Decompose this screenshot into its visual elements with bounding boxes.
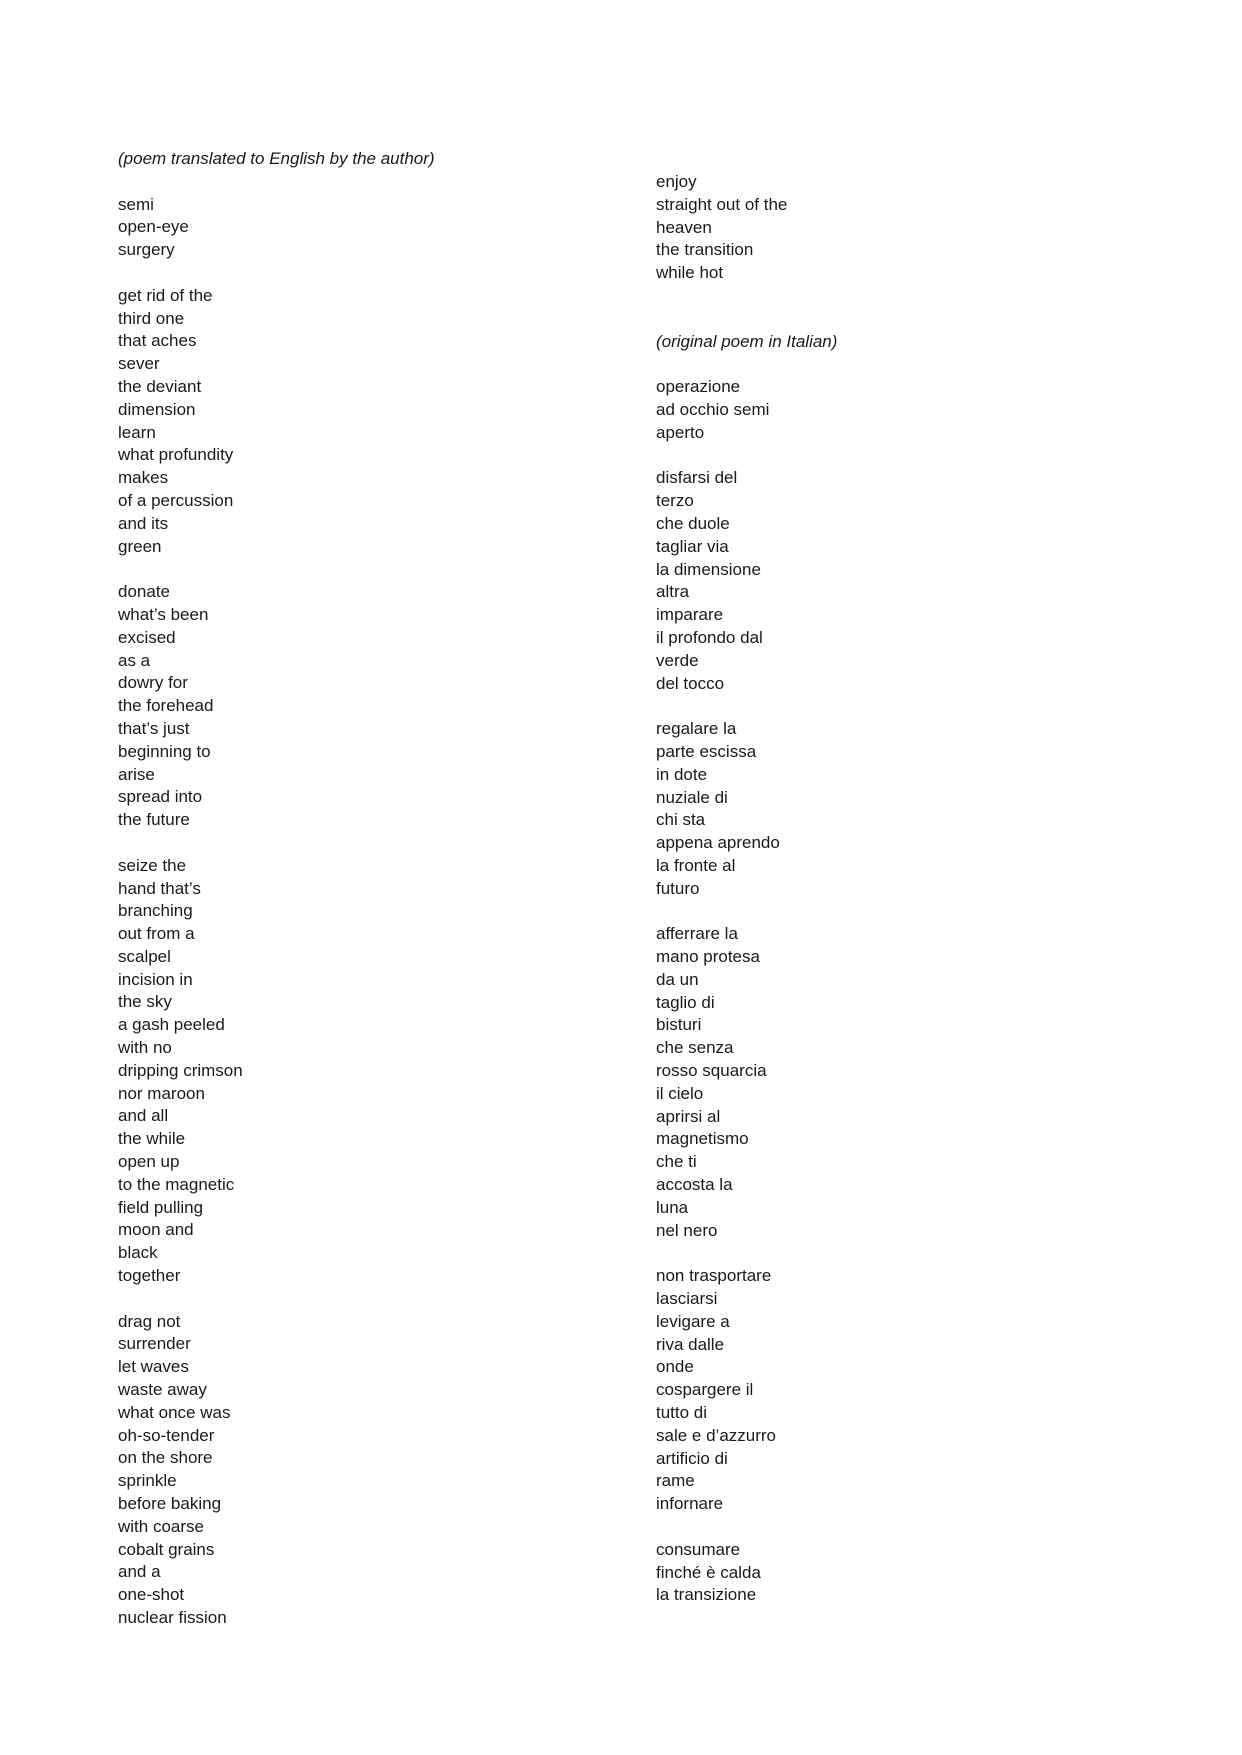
english-poem-line: seize the: [118, 855, 187, 875]
english-blank-line: [118, 832, 598, 855]
english-poem-line: moon and: [118, 1220, 194, 1240]
english-poem-line: dimension: [118, 399, 196, 419]
italian-poem-line: sale e d’azzurro: [656, 1425, 777, 1445]
italian-poem-line: artificio di: [656, 1448, 728, 1468]
english-poem-line: cobalt grains: [118, 1539, 215, 1559]
italian-poem-line: non trasportare: [656, 1266, 772, 1286]
italian-poem-line: disfarsi del: [656, 468, 738, 488]
english-poem-line: excised: [118, 627, 176, 647]
english-poem-line: nor maroon: [118, 1083, 205, 1103]
italian-poem-line: altra: [656, 582, 690, 602]
italian-poem-line: che duole: [656, 513, 730, 533]
italian-poem-line: chi sta: [656, 810, 706, 830]
english-poem-line: that aches: [118, 331, 197, 351]
english-poem-line: a gash peeled: [118, 1015, 225, 1035]
english-poem-line: that’s just: [118, 718, 190, 738]
italian-poem-line: heaven: [656, 217, 712, 237]
italian-poem-line: appena aprendo: [656, 833, 780, 853]
english-poem-line: sprinkle: [118, 1471, 177, 1491]
english-blank-line: [118, 171, 598, 194]
italian-poem-line: rosso squarcia: [656, 1061, 767, 1081]
english-poem-line: the while: [118, 1129, 186, 1149]
italian-poem-line: bisturi: [656, 1015, 702, 1035]
italian-poem-line: in dote: [656, 764, 708, 784]
italian-poem-line: la dimensione: [656, 559, 761, 579]
italian-blank-line: [656, 353, 1136, 376]
english-poem-line: open-eye: [118, 217, 189, 237]
english-poem-line: and its: [118, 513, 169, 533]
english-poem-line: sever: [118, 354, 160, 374]
italian-poem-line: rame: [656, 1471, 695, 1491]
italian-poem-line: che ti: [656, 1152, 697, 1172]
english-poem-line: beginning to: [118, 741, 211, 761]
english-poem-line: out from a: [118, 924, 195, 944]
italian-blank-line: [656, 308, 1136, 331]
italian-poem-line: while hot: [656, 263, 724, 283]
english-poem-line: dripping crimson: [118, 1060, 243, 1080]
english-poem-line: the deviant: [118, 376, 202, 396]
italian-poem-line: che senza: [656, 1038, 734, 1058]
italian-poem-line: la transizione: [656, 1585, 757, 1605]
english-poem-line: green: [118, 536, 162, 556]
italian-poem-line: mano protesa: [656, 947, 760, 967]
english-poem-line: learn: [118, 422, 156, 442]
english-poem-line: waste away: [118, 1380, 207, 1400]
english-poem-line: arise: [118, 764, 155, 784]
italian-poem-line: aprirsi al: [656, 1106, 721, 1126]
english-poem-line: the forehead: [118, 696, 214, 716]
italian-poem-line: futuro: [656, 878, 700, 898]
italian-blank-line: [656, 1242, 1136, 1265]
italian-poem-line: accosta la: [656, 1175, 733, 1195]
english-poem-line: and all: [118, 1106, 169, 1126]
italian-poem-line: finché è calda: [656, 1562, 761, 1582]
italian-heading: (original poem in Italian): [656, 331, 838, 351]
english-poem-line: with coarse: [118, 1516, 204, 1536]
italian-poem-line: tutto di: [656, 1403, 708, 1423]
italian-blank-line: [656, 445, 1136, 468]
italian-poem-line: consumare: [656, 1539, 741, 1559]
italian-poem-line: onde: [656, 1357, 694, 1377]
english-poem-line: on the shore: [118, 1448, 213, 1468]
english-poem-line: surgery: [118, 240, 175, 260]
english-poem-line: what’s been: [118, 604, 209, 624]
english-poem-line: of a percussion: [118, 490, 234, 510]
italian-poem-line: straight out of the: [656, 194, 788, 214]
english-poem-line: incision in: [118, 969, 193, 989]
english-blank-line: [118, 1288, 598, 1311]
italian-poem-line: del tocco: [656, 673, 725, 693]
english-heading: (poem translated to English by the author): [118, 149, 435, 168]
italian-poem-line: afferrare la: [656, 924, 738, 944]
english-poem-line: scalpel: [118, 946, 171, 966]
english-poem-line: semi: [118, 194, 154, 214]
english-poem-line: makes: [118, 468, 169, 488]
english-poem-line: spread into: [118, 787, 203, 807]
english-poem-line: dowry for: [118, 673, 188, 693]
english-poem-line: donate: [118, 582, 170, 602]
english-poem-line: drag not: [118, 1311, 181, 1331]
italian-poem-line: nel nero: [656, 1220, 718, 1240]
italian-blank-line: [656, 695, 1136, 718]
italian-poem-line: magnetismo: [656, 1129, 749, 1149]
english-poem-line: surrender: [118, 1334, 191, 1354]
english-poem-line: oh-so-tender: [118, 1425, 215, 1445]
italian-poem-line: luna: [656, 1197, 689, 1217]
italian-poem-line: taglio di: [656, 992, 715, 1012]
english-poem-line: and a: [118, 1562, 161, 1582]
english-poem-line: third one: [118, 308, 185, 328]
italian-poem-line: the transition: [656, 240, 754, 260]
italian-poem-line: il cielo: [656, 1083, 704, 1103]
italian-poem-line: infornare: [656, 1494, 724, 1514]
italian-poem-line: tagliar via: [656, 536, 729, 556]
italian-poem-line: nuziale di: [656, 787, 728, 807]
italian-poem-line: verde: [656, 650, 699, 670]
english-poem-line: let waves: [118, 1357, 189, 1377]
italian-poem-line: lasciarsi: [656, 1289, 718, 1309]
italian-blank-line: [656, 1516, 1136, 1539]
italian-poem-line: riva dalle: [656, 1334, 725, 1354]
italian-poem-line: aperto: [656, 422, 705, 442]
english-poem-line: the future: [118, 810, 190, 830]
italian-poem-line: ad occhio semi: [656, 399, 770, 419]
italian-poem-line: da un: [656, 969, 699, 989]
italian-blank-line: [656, 901, 1136, 924]
english-poem-line: open up: [118, 1152, 180, 1172]
italian-poem-line: il profondo dal: [656, 627, 763, 647]
italian-poem-line: levigare a: [656, 1311, 730, 1331]
italian-blank-line: [656, 285, 1136, 308]
italian-original-column: [656, 171, 1136, 1607]
english-poem-line: before baking: [118, 1494, 222, 1514]
italian-poem-line: regalare la: [656, 719, 737, 739]
italian-poem-line: terzo: [656, 491, 694, 511]
english-poem-line: hand that’s: [118, 878, 201, 898]
english-translation-column: [118, 148, 598, 1630]
english-poem-line: with no: [118, 1038, 172, 1058]
english-poem-line: black: [118, 1243, 158, 1263]
english-blank-line: [118, 262, 598, 285]
english-poem-line: as a: [118, 650, 151, 670]
italian-poem-line: enjoy: [656, 172, 697, 191]
english-poem-line: branching: [118, 901, 193, 921]
english-poem-line: together: [118, 1266, 181, 1286]
italian-poem-line: la fronte al: [656, 855, 736, 875]
english-poem-line: one-shot: [118, 1585, 185, 1605]
english-poem-line: get rid of the: [118, 285, 213, 305]
italian-poem-line: operazione: [656, 377, 741, 397]
english-poem-line: field pulling: [118, 1197, 204, 1217]
english-poem-line: what once was: [118, 1402, 231, 1422]
english-poem-line: nuclear fission: [118, 1608, 227, 1627]
english-poem-line: what profundity: [118, 445, 234, 465]
italian-poem-line: imparare: [656, 605, 724, 625]
english-blank-line: [118, 558, 598, 581]
italian-poem-line: cospargere il: [656, 1380, 754, 1400]
english-poem-line: the sky: [118, 992, 172, 1012]
italian-poem-line: parte escissa: [656, 741, 757, 761]
english-poem-line: to the magnetic: [118, 1174, 235, 1194]
